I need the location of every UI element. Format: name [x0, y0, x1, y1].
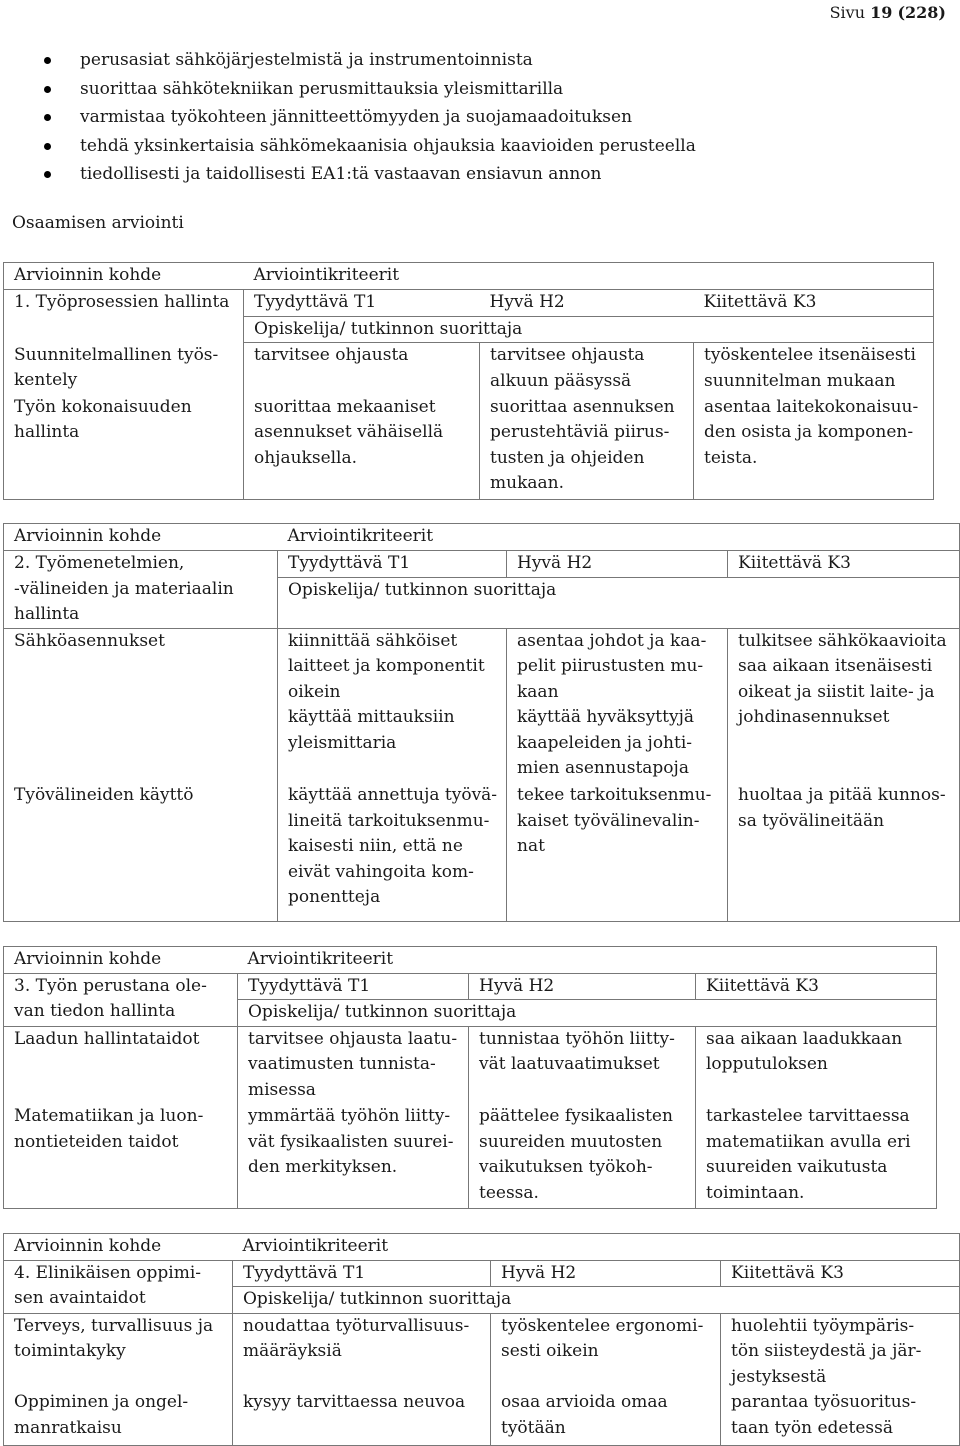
- section-heading: Osaamisen arviointi: [12, 213, 184, 233]
- bullet-icon: [44, 143, 51, 150]
- bullet-icon: [44, 171, 51, 178]
- opiskelija-label: Opiskelija/ tutkinnon suorittaja: [238, 1000, 937, 1027]
- criterion-t1: tarvitsee ohjausta: [244, 343, 480, 395]
- opiskelija-label: Opiskelija/ tutkinnon suorittaja: [244, 316, 934, 343]
- assessment-target: 1. Työprosessien hallinta: [4, 290, 244, 343]
- criterion-t1: noudattaa työturvallisuus- määräyksiä: [233, 1313, 491, 1390]
- criterion-t1: käyttää annettuja työvä- lineitä tarkoituksenmu- kaisesti niin, että ne eivät vahingoita kom- ponentteja: [278, 783, 507, 921]
- criterion-k3: työskentelee itsenäisesti suunnitelman mukaan: [694, 343, 934, 395]
- criterion-name: Matematiikan ja luon- nontieteiden taidot: [4, 1104, 238, 1208]
- assessment-table-4: [3, 1233, 960, 1446]
- competence-bullet-list: [0, 46, 696, 189]
- criterion-k3: tulkitsee sähkökaavioita saa aikaan itsenäisesti oikeat ja siistit laite- ja johdinasennukset: [728, 628, 960, 783]
- criterion-h2: asentaa johdot ja kaa- pelit piirustusten mu- kaan käyttää hyväksyttyjä kaapeleiden ja johti- mien asennustapoja: [507, 628, 728, 783]
- grade-k3-header: Kiitettävä K3: [728, 551, 960, 578]
- kohde-label: Arvioinnin kohde: [4, 947, 238, 974]
- grade-t1-header: Tyydyttävä T1: [238, 973, 469, 1000]
- list-item: tehdä yksinkertaisia sähkömekaanisia ohjauksia kaavioiden perusteella: [0, 132, 696, 161]
- page-number: [830, 0, 946, 26]
- list-item: suorittaa sähkötekniikan perusmittauksia yleismittarilla: [0, 75, 696, 104]
- grade-k3-header: Kiitettävä K3: [696, 973, 937, 1000]
- list-item: tiedollisesti ja taidollisesti EA1:tä vastaavan ensiavun annon: [0, 160, 696, 189]
- criterion-name: Työn kokonaisuuden hallinta: [4, 395, 244, 500]
- kriteerit-label: Arviointikriteerit: [244, 263, 934, 290]
- assessment-table-3: [3, 946, 937, 1209]
- assessment-table-2: [3, 523, 960, 922]
- assessment-target: 4. Elinikäisen oppimi- sen avaintaidot: [4, 1260, 233, 1313]
- criterion-k3: asentaa laitekokonaisuu- den osista ja komponen- teista.: [694, 395, 934, 500]
- criterion-k3: parantaa työsuoritus- taan työn edetessä: [721, 1390, 960, 1445]
- opiskelija-label: Opiskelija/ tutkinnon suorittaja: [233, 1287, 960, 1314]
- assessment-target: 3. Työn perustana ole- van tiedon hallinta: [4, 973, 238, 1026]
- criterion-h2: tunnistaa työhön liitty- vät laatuvaatimukset: [469, 1026, 696, 1104]
- criterion-t1: kysyy tarvittaessa neuvoa: [233, 1390, 491, 1445]
- criterion-k3: saa aikaan laadukkaan lopputuloksen: [696, 1026, 937, 1104]
- criterion-name: Oppiminen ja ongel- manratkaisu: [4, 1390, 233, 1445]
- list-item: perusasiat sähköjärjestelmistä ja instrumentoinnista: [0, 46, 696, 75]
- criterion-name: Suunnitelmallinen työs- kentely: [4, 343, 244, 395]
- kohde-label: Arvioinnin kohde: [4, 1234, 233, 1261]
- bullet-icon: [44, 86, 51, 93]
- grade-k3-header: Kiitettävä K3: [694, 290, 934, 317]
- page-number-prefix: Sivu: [829, 3, 865, 22]
- criterion-h2: päättelee fysikaalisten suureiden muutosten vaikutuksen työkoh- teessa.: [469, 1104, 696, 1208]
- criterion-h2: osaa arvioida omaa työtään: [491, 1390, 721, 1445]
- criterion-t1: tarvitsee ohjausta laatu- vaatimusten tunnista- misessa: [238, 1026, 469, 1104]
- grade-k3-header: Kiitettävä K3: [721, 1260, 960, 1287]
- bullet-icon: [44, 114, 51, 121]
- criterion-t1: suorittaa mekaaniset asennukset vähäisellä ohjauksella.: [244, 395, 480, 500]
- criterion-t1: ymmärtää työhön liitty- vät fysikaalisten suurei- den merkityksen.: [238, 1104, 469, 1208]
- grade-h2-header: Hyvä H2: [469, 973, 696, 1000]
- criterion-name: Laadun hallintataidot: [4, 1026, 238, 1104]
- list-item: varmistaa työkohteen jännitteettömyyden ja suojamaadoituksen: [0, 103, 696, 132]
- opiskelija-label: Opiskelija/ tutkinnon suorittaja: [278, 577, 960, 628]
- assessment-table-1: [3, 262, 934, 500]
- grade-t1-header: Tyydyttävä T1: [233, 1260, 491, 1287]
- criterion-k3: huoltaa ja pitää kunnos- sa työvälineitään: [728, 783, 960, 921]
- criterion-k3: tarkastelee tarvittaessa matematiikan avulla eri suureiden vaikutusta toimintaan.: [696, 1104, 937, 1208]
- criterion-k3: huolehtii työympäris- tön siisteydestä ja jär- jestyksestä: [721, 1313, 960, 1390]
- grade-t1-header: Tyydyttävä T1: [278, 551, 507, 578]
- criterion-h2: tekee tarkoituksenmu- kaiset työvälinevalin- nat: [507, 783, 728, 921]
- page-number-value: 19: [870, 3, 893, 22]
- criterion-name: Sähköasennukset: [4, 628, 278, 783]
- bullet-icon: [44, 57, 51, 64]
- criterion-t1: kiinnittää sähköiset laitteet ja komponentit oikein käyttää mittauksiin yleismittaria: [278, 628, 507, 783]
- kohde-label: Arvioinnin kohde: [4, 524, 278, 551]
- grade-h2-header: Hyvä H2: [507, 551, 728, 578]
- criterion-h2: työskentelee ergonomi- sesti oikein: [491, 1313, 721, 1390]
- criterion-name: Työvälineiden käyttö: [4, 783, 278, 921]
- assessment-target: 2. Työmenetelmien, -välineiden ja materiaalin hallinta: [4, 551, 278, 629]
- kriteerit-label: Arviointikriteerit: [278, 524, 960, 551]
- criterion-h2: tarvitsee ohjausta alkuun pääsyssä: [480, 343, 694, 395]
- grade-t1-header: Tyydyttävä T1: [244, 290, 480, 317]
- kriteerit-label: Arviointikriteerit: [233, 1234, 960, 1261]
- kohde-label: Arvioinnin kohde: [4, 263, 244, 290]
- criterion-name: Terveys, turvallisuus ja toimintakyky: [4, 1313, 233, 1390]
- grade-h2-header: Hyvä H2: [480, 290, 694, 317]
- criterion-h2: suorittaa asennuksen perustehtäviä piirus- tusten ja ohjeiden mukaan.: [480, 395, 694, 500]
- page-number-total: (228): [897, 3, 946, 22]
- kriteerit-label: Arviointikriteerit: [238, 947, 937, 974]
- grade-h2-header: Hyvä H2: [491, 1260, 721, 1287]
